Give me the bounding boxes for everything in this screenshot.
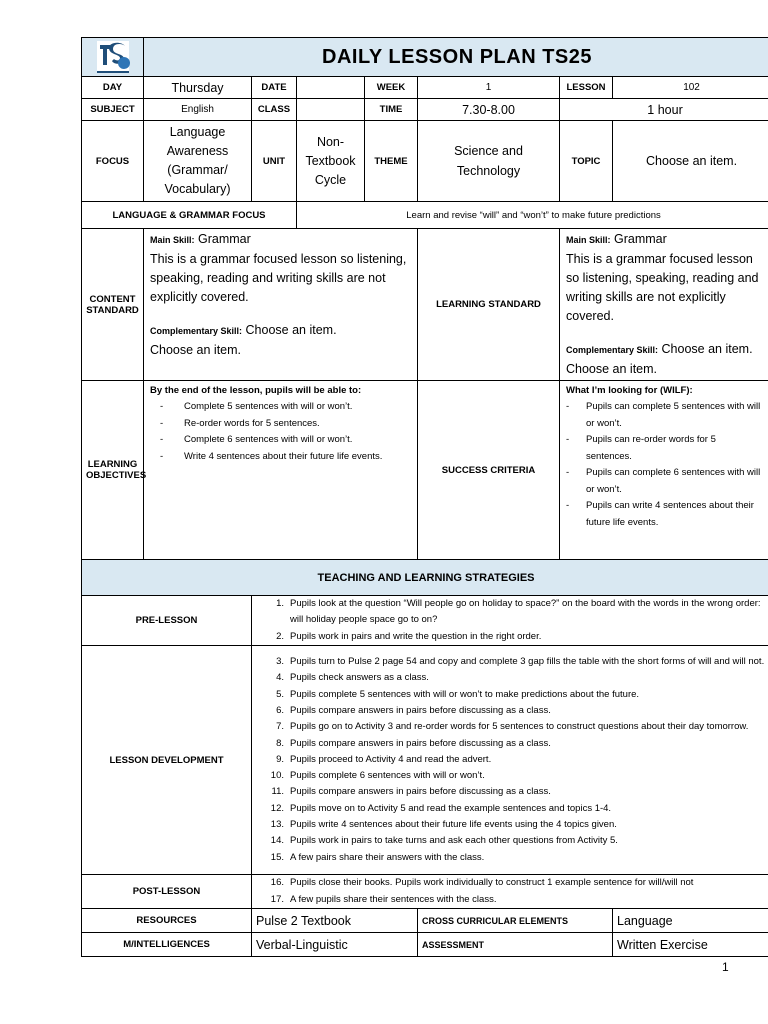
post-lesson-label: POST-LESSON	[82, 875, 252, 909]
date-label: DATE	[252, 77, 297, 99]
time-label: TIME	[365, 99, 418, 121]
post-lesson-cell[interactable]	[252, 875, 768, 909]
focus-label: FOCUS	[82, 121, 144, 202]
date-value[interactable]	[297, 77, 365, 99]
lesson-development-label: LESSON DEVELOPMENT	[82, 646, 252, 875]
ts25-logo-icon	[91, 39, 135, 75]
pre-lesson-label: PRE-LESSON	[82, 596, 252, 646]
grammar-focus-label: LANGUAGE & GRAMMAR FOCUS	[82, 202, 297, 229]
main-skill-label: Main Skill:	[150, 235, 195, 245]
list-item: 1. Pupils look at the question “Will people go on holiday to space?” on the board with the words in the wrong order: will holiday people space go to on?	[276, 598, 761, 626]
list-item: 13. Pupils write 4 sentences about their future life events using the 4 topics given.	[270, 819, 617, 831]
focus-value[interactable]: Language Awareness (Grammar/ Vocabulary)	[144, 121, 252, 202]
list-item: 7. Pupils go on to Activity 3 and re-order words for 5 sentences to construct questions about their day tomorrow.	[276, 721, 749, 733]
objectives-intro: By the end of the lesson, pupils will be able to:	[150, 385, 362, 396]
lesson-development-cell[interactable]	[252, 646, 768, 875]
topic-value[interactable]: Choose an item.	[613, 121, 768, 202]
content-standard-label: CONTENT STANDARD	[82, 229, 144, 381]
strategies-heading: TEACHING AND LEARNING STRATEGIES	[82, 560, 768, 596]
list-item: 16. Pupils close their books. Pupils work individually to construct 1 example sentence for will/will not	[270, 877, 694, 889]
subject-label: SUBJECT	[82, 99, 144, 121]
page-title: DAILY LESSON PLAN TS25	[144, 38, 768, 77]
list-item: - Pupils can complete 6 sentences with will or won’t.	[566, 465, 764, 498]
assessment-label: ASSESSMENT	[418, 933, 613, 957]
comp-skill-value-2: Choose an item.	[566, 362, 658, 376]
list-item: 5. Pupils complete 5 sentences with will or won’t to make predictions about the future.	[276, 688, 640, 700]
class-label: CLASS	[252, 99, 297, 121]
class-value[interactable]	[297, 99, 365, 121]
learning-objectives-cell[interactable]	[144, 381, 418, 560]
list-item: - Re-order words for 5 sentences.	[160, 416, 411, 433]
lesson-plan-table	[81, 37, 768, 957]
learning-standard-label: LEARNING STANDARD	[418, 229, 560, 381]
success-criteria-label: SUCCESS CRITERIA	[418, 381, 560, 560]
pre-lesson-steps	[254, 596, 768, 645]
grammar-focus-value[interactable]: Learn and revise “will” and “won’t” to make future predictions	[297, 202, 768, 229]
week-label: WEEK	[365, 77, 418, 99]
list-item: 4. Pupils check answers as a class.	[276, 672, 429, 684]
intelligences-label: M/INTELLIGENCES	[82, 933, 252, 957]
theme-value[interactable]: Science and Technology	[418, 121, 560, 202]
list-item: 8. Pupils compare answers in pairs before discussing as a class.	[276, 737, 551, 749]
objectives-list	[150, 399, 411, 465]
logo-cell	[82, 38, 144, 77]
list-item: 2. Pupils work in pairs and write the question in the right order.	[276, 630, 542, 642]
list-item: 11. Pupils compare answers in pairs before discussing as a class.	[271, 786, 551, 798]
success-intro: What I’m looking for (WILF):	[566, 385, 693, 396]
cross-curricular-value[interactable]: Language	[613, 909, 768, 933]
list-item: 9. Pupils proceed to Activity 4 and read the advert.	[276, 753, 492, 765]
list-item: 17. A few pupils share their sentences with the class.	[270, 893, 497, 905]
main-skill-value: Grammar	[198, 232, 251, 246]
standard-description: This is a grammar focused lesson so listening, speaking, reading and writing skills are not explicitly covered.	[566, 252, 759, 323]
development-steps	[254, 654, 768, 866]
comp-skill-label: Complementary Skill:	[566, 345, 659, 355]
learning-objectives-label: LEARNING OBJECTIVES	[82, 381, 144, 560]
list-item: - Complete 5 sentences with will or won’t.	[160, 399, 411, 416]
time-value[interactable]: 7.30-8.00	[418, 99, 560, 121]
intelligences-value[interactable]: Verbal-Linguistic	[252, 933, 418, 957]
comp-skill-value: Choose an item.	[661, 342, 753, 356]
unit-label: UNIT	[252, 121, 297, 202]
day-label: DAY	[82, 77, 144, 99]
list-item: 15. A few pairs share their answers with the class.	[270, 851, 485, 863]
standard-description: This is a grammar focused lesson so listening, speaking, reading and writing skills are not explicitly covered.	[150, 252, 407, 304]
lesson-value[interactable]: 102	[613, 77, 768, 99]
resources-value[interactable]: Pulse 2 Textbook	[252, 909, 418, 933]
week-value[interactable]: 1	[418, 77, 560, 99]
comp-skill-value-2: Choose an item.	[150, 343, 242, 357]
main-skill-label: Main Skill:	[566, 235, 611, 245]
lesson-label: LESSON	[560, 77, 613, 99]
list-item: 3. Pupils turn to Pulse 2 page 54 and copy and complete 3 gap fills the table with the short forms of will and will not.	[276, 656, 765, 668]
list-item: - Pupils can write 4 sentences about their future life events.	[566, 498, 764, 531]
comp-skill-label: Complementary Skill:	[150, 326, 243, 336]
list-item: - Pupils can complete 5 sentences with will or won’t.	[566, 399, 764, 432]
list-item: 6. Pupils compare answers in pairs before discussing as a class.	[276, 704, 551, 716]
assessment-value[interactable]: Written Exercise	[613, 933, 768, 957]
learning-standard-cell[interactable]	[560, 229, 768, 381]
list-item: - Pupils can re-order words for 5 sentences.	[566, 432, 764, 465]
topic-label: TOPIC	[560, 121, 613, 202]
post-lesson-steps	[254, 875, 768, 908]
page-number: 1	[722, 960, 729, 974]
list-item: 10. Pupils complete 6 sentences with will or won’t.	[270, 770, 485, 782]
resources-label: RESOURCES	[82, 909, 252, 933]
subject-value[interactable]: English	[144, 99, 252, 121]
cross-curricular-label: CROSS CURRICULAR ELEMENTS	[418, 909, 613, 933]
content-standard-cell[interactable]	[144, 229, 418, 381]
pre-lesson-cell[interactable]	[252, 596, 768, 646]
theme-label: THEME	[365, 121, 418, 202]
day-value[interactable]: Thursday	[144, 77, 252, 99]
unit-value[interactable]: Non-Textbook Cycle	[297, 121, 365, 202]
duration-value[interactable]: 1 hour	[560, 99, 768, 121]
comp-skill-value: Choose an item.	[245, 323, 337, 337]
list-item: 12. Pupils move on to Activity 5 and read the example sentences and topics 1-4.	[270, 802, 612, 814]
list-item: - Write 4 sentences about their future life events.	[160, 449, 411, 466]
list-item: - Complete 6 sentences with will or won’t.	[160, 432, 411, 449]
success-criteria-cell[interactable]	[560, 381, 768, 560]
list-item: 14. Pupils work in pairs to take turns and ask each other questions from Activity 5.	[270, 835, 618, 847]
main-skill-value: Grammar	[614, 232, 667, 246]
success-list	[566, 399, 764, 531]
